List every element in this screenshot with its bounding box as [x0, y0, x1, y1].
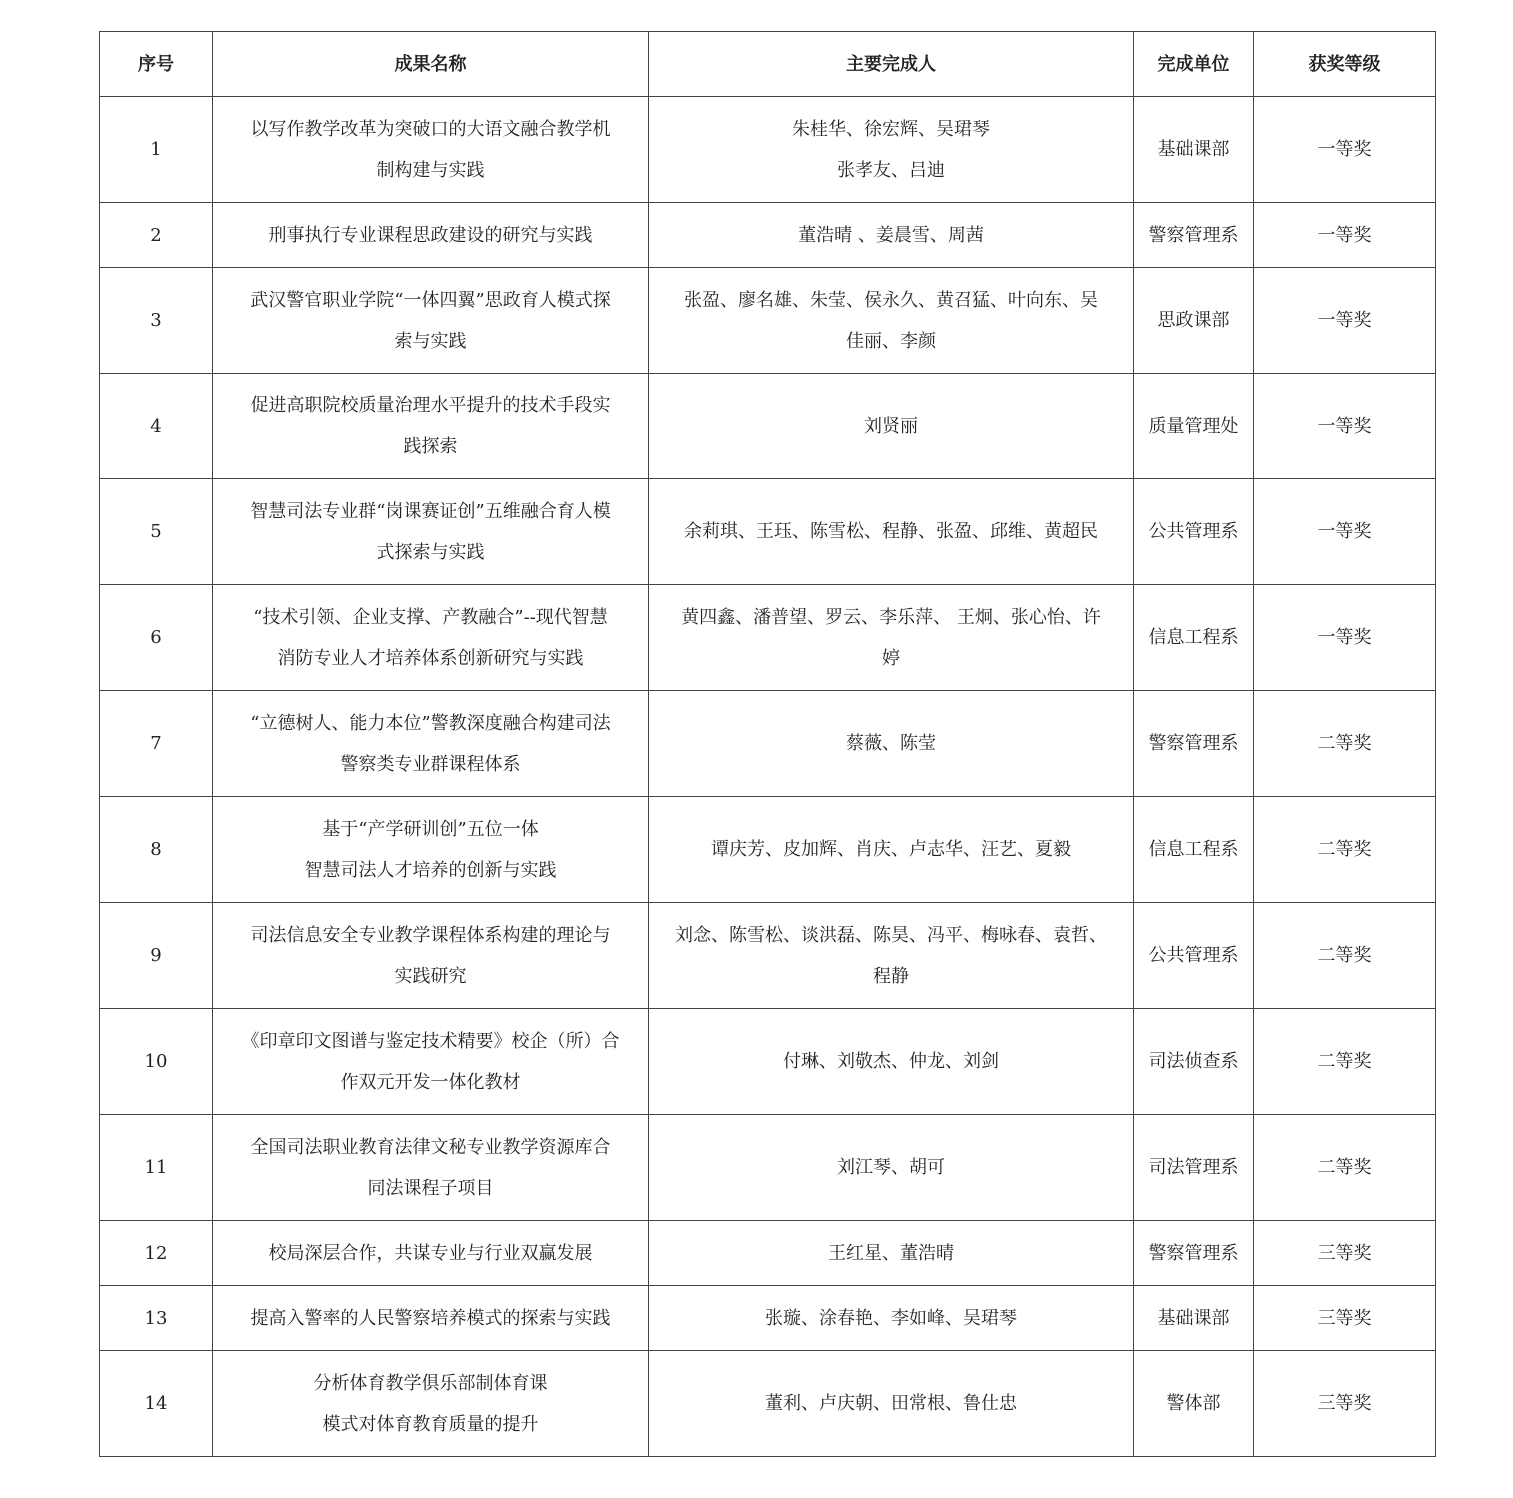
table-row	[100, 797, 1436, 903]
table-row	[100, 691, 1436, 797]
cell-unit: 司法管理系	[1134, 1115, 1254, 1221]
table-row	[100, 1351, 1436, 1457]
cell-unit: 思政课部	[1134, 268, 1254, 374]
table-row	[100, 97, 1436, 203]
cell-index: 1	[100, 97, 213, 203]
table-row	[100, 203, 1436, 268]
cell-index: 4	[100, 374, 213, 479]
cell-title: “技术引领、企业支撑、产教融合”--现代智慧 消防专业人才培养体系创新研究与实践	[213, 585, 649, 691]
awards-table	[99, 31, 1436, 1457]
header-level: 获奖等级	[1254, 32, 1436, 97]
cell-people: 黄四鑫、潘普望、罗云、李乐萍、 王炯、张心怡、许 婷	[649, 585, 1134, 691]
cell-level: 一等奖	[1254, 268, 1436, 374]
cell-title: 分析体育教学俱乐部制体育课 模式对体育教育质量的提升	[213, 1351, 649, 1457]
header-index: 序号	[100, 32, 213, 97]
cell-title: 智慧司法专业群“岗课赛证创”五维融合育人模 式探索与实践	[213, 479, 649, 585]
cell-index: 11	[100, 1115, 213, 1221]
cell-title: 校局深层合作，共谋专业与行业双赢发展	[213, 1221, 649, 1286]
cell-unit: 警察管理系	[1134, 691, 1254, 797]
table-row	[100, 479, 1436, 585]
cell-unit: 司法侦查系	[1134, 1009, 1254, 1115]
cell-index: 6	[100, 585, 213, 691]
cell-level: 二等奖	[1254, 797, 1436, 903]
cell-level: 二等奖	[1254, 903, 1436, 1009]
header-people: 主要完成人	[649, 32, 1134, 97]
cell-people: 付琳、刘敬杰、仲龙、刘剑	[649, 1009, 1134, 1115]
cell-unit: 质量管理处	[1134, 374, 1254, 479]
cell-level: 一等奖	[1254, 374, 1436, 479]
cell-level: 二等奖	[1254, 691, 1436, 797]
header-title: 成果名称	[213, 32, 649, 97]
cell-people: 王红星、董浩晴	[649, 1221, 1134, 1286]
cell-title: 提高入警率的人民警察培养模式的探索与实践	[213, 1286, 649, 1351]
cell-title: “立德树人、能力本位”警教深度融合构建司法 警察类专业群课程体系	[213, 691, 649, 797]
cell-unit: 警察管理系	[1134, 1221, 1254, 1286]
cell-level: 二等奖	[1254, 1115, 1436, 1221]
cell-unit: 信息工程系	[1134, 585, 1254, 691]
cell-title: 武汉警官职业学院“一体四翼”思政育人模式探 索与实践	[213, 268, 649, 374]
cell-level: 三等奖	[1254, 1286, 1436, 1351]
table-row	[100, 1009, 1436, 1115]
cell-index: 12	[100, 1221, 213, 1286]
cell-people: 刘念、陈雪松、谈洪磊、陈昊、冯平、梅咏春、袁哲、 程静	[649, 903, 1134, 1009]
cell-unit: 信息工程系	[1134, 797, 1254, 903]
cell-title: 全国司法职业教育法律文秘专业教学资源库合 同法课程子项目	[213, 1115, 649, 1221]
cell-people: 谭庆芳、皮加辉、肖庆、卢志华、汪艺、夏毅	[649, 797, 1134, 903]
cell-level: 三等奖	[1254, 1221, 1436, 1286]
cell-unit: 基础课部	[1134, 97, 1254, 203]
cell-unit: 公共管理系	[1134, 479, 1254, 585]
cell-unit: 基础课部	[1134, 1286, 1254, 1351]
cell-people: 刘贤丽	[649, 374, 1134, 479]
table-header-row	[100, 32, 1436, 97]
cell-title: 《印章印文图谱与鉴定技术精要》校企（所）合 作双元开发一体化教材	[213, 1009, 649, 1115]
cell-title: 刑事执行专业课程思政建设的研究与实践	[213, 203, 649, 268]
header-unit: 完成单位	[1134, 32, 1254, 97]
cell-people: 张璇、涂春艳、李如峰、吴珺琴	[649, 1286, 1134, 1351]
cell-people: 余莉琪、王珏、陈雪松、程静、张盈、邱维、黄超民	[649, 479, 1134, 585]
cell-index: 14	[100, 1351, 213, 1457]
cell-index: 13	[100, 1286, 213, 1351]
table-row	[100, 268, 1436, 374]
cell-index: 8	[100, 797, 213, 903]
cell-level: 二等奖	[1254, 1009, 1436, 1115]
cell-people: 蔡薇、陈莹	[649, 691, 1134, 797]
cell-title: 司法信息安全专业教学课程体系构建的理论与 实践研究	[213, 903, 649, 1009]
cell-title: 以写作教学改革为突破口的大语文融合教学机 制构建与实践	[213, 97, 649, 203]
cell-level: 一等奖	[1254, 203, 1436, 268]
table-row	[100, 585, 1436, 691]
cell-people: 朱桂华、徐宏辉、吴珺琴 张孝友、吕迪	[649, 97, 1134, 203]
cell-index: 7	[100, 691, 213, 797]
cell-people: 董浩晴 、姜晨雪、周茜	[649, 203, 1134, 268]
cell-unit: 警察管理系	[1134, 203, 1254, 268]
cell-title: 基于“产学研训创”五位一体 智慧司法人才培养的创新与实践	[213, 797, 649, 903]
cell-index: 2	[100, 203, 213, 268]
cell-people: 张盈、廖名雄、朱莹、侯永久、黄召猛、叶向东、吴 佳丽、李颜	[649, 268, 1134, 374]
cell-level: 一等奖	[1254, 585, 1436, 691]
cell-people: 董利、卢庆朝、田常根、鲁仕忠	[649, 1351, 1134, 1457]
table-row	[100, 1221, 1436, 1286]
table-row	[100, 903, 1436, 1009]
cell-title: 促进高职院校质量治理水平提升的技术手段实 践探索	[213, 374, 649, 479]
cell-index: 3	[100, 268, 213, 374]
cell-unit: 公共管理系	[1134, 903, 1254, 1009]
cell-level: 三等奖	[1254, 1351, 1436, 1457]
cell-unit: 警体部	[1134, 1351, 1254, 1457]
cell-index: 9	[100, 903, 213, 1009]
table-row	[100, 1115, 1436, 1221]
table-row	[100, 374, 1436, 479]
cell-index: 5	[100, 479, 213, 585]
cell-level: 一等奖	[1254, 97, 1436, 203]
cell-people: 刘江琴、胡可	[649, 1115, 1134, 1221]
table-row	[100, 1286, 1436, 1351]
cell-level: 一等奖	[1254, 479, 1436, 585]
cell-index: 10	[100, 1009, 213, 1115]
